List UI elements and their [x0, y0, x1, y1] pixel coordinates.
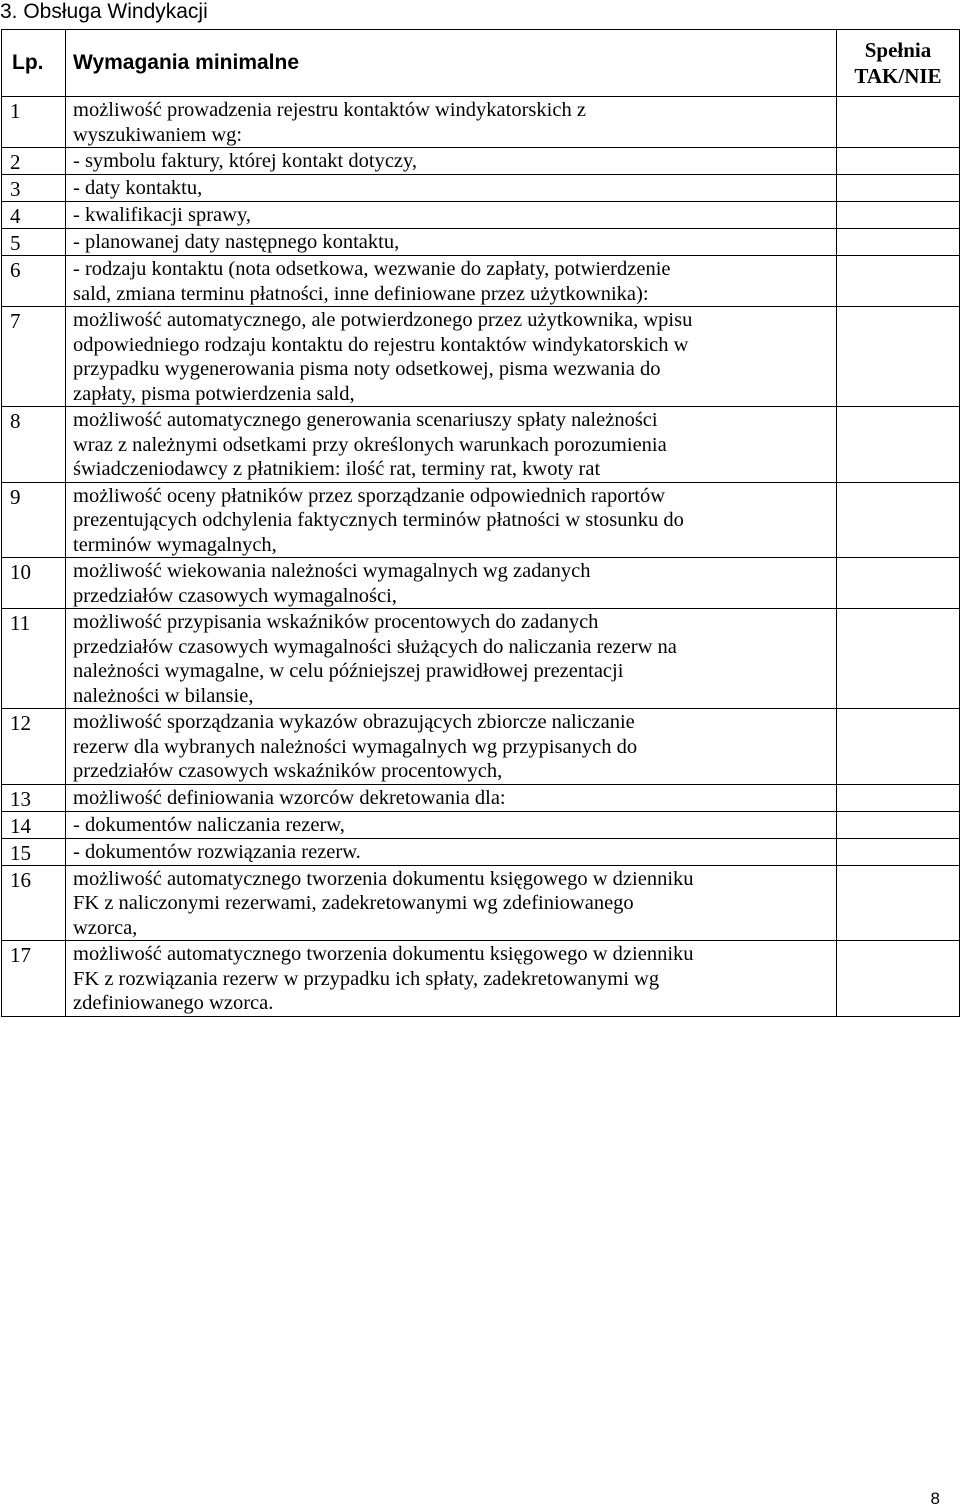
table-row [2, 148, 960, 175]
row-requirement: - rodzaju kontaktu (nota odsetkowa, wezwanie do zapłaty, potwierdzenie sald, zmiana terminu płatności, inne definiowane przez użytkownika): [66, 256, 837, 307]
row-number: 11 [2, 609, 66, 709]
header-compliance-line1: Spełnia [864, 38, 932, 62]
table-body [2, 97, 960, 1017]
table-row [2, 865, 960, 941]
row-requirement: - dokumentów naliczania rezerw, [66, 811, 837, 838]
row-requirement: możliwość wiekowania należności wymagalnych wg zadanych przedziałów czasowych wymagalności, [66, 558, 837, 609]
row-requirement: - dokumentów rozwiązania rezerw. [66, 838, 837, 865]
row-number: 3 [2, 175, 66, 202]
row-compliance-cell[interactable] [837, 148, 960, 175]
table-row [2, 609, 960, 709]
row-number: 10 [2, 558, 66, 609]
row-number: 2 [2, 148, 66, 175]
table-row [2, 307, 960, 407]
row-number: 5 [2, 229, 66, 256]
row-requirement: możliwość automatycznego generowania scenariuszy spłaty należności wraz z należnymi odsetkami przy określonych warunkach porozumienia świadczeniodawcy z płatnikiem: ilość rat, terminy rat, kwoty rat [66, 407, 837, 483]
row-number: 15 [2, 838, 66, 865]
row-number: 9 [2, 482, 66, 558]
row-compliance-cell[interactable] [837, 175, 960, 202]
row-number: 16 [2, 865, 66, 941]
row-requirement: - daty kontaktu, [66, 175, 837, 202]
table-row [2, 941, 960, 1017]
row-compliance-cell[interactable] [837, 865, 960, 941]
row-number: 12 [2, 709, 66, 785]
row-requirement: możliwość automatycznego tworzenia dokumentu księgowego w dzienniku FK z rozwiązania rezerw w przypadku ich spłaty, zadekretowanymi wg zdefiniowanego wzorca. [66, 941, 837, 1017]
row-requirement: - planowanej daty następnego kontaktu, [66, 229, 837, 256]
row-compliance-cell[interactable] [837, 229, 960, 256]
row-number: 17 [2, 941, 66, 1017]
row-number: 7 [2, 307, 66, 407]
table-row [2, 838, 960, 865]
table-row [2, 784, 960, 811]
row-requirement: - symbolu faktury, której kontakt dotyczy, [66, 148, 837, 175]
row-requirement: możliwość sporządzania wykazów obrazujących zbiorcze naliczanie rezerw dla wybranych należności wymagalnych wg przypisanych do przedziałów czasowych wskaźników procentowych, [66, 709, 837, 785]
requirements-table [1, 29, 960, 1017]
table-row [2, 709, 960, 785]
row-requirement: - kwalifikacji sprawy, [66, 202, 837, 229]
table-header-row [2, 30, 960, 97]
row-compliance-cell[interactable] [837, 482, 960, 558]
row-requirement: możliwość przypisania wskaźników procentowych do zadanych przedziałów czasowych wymagalności służących do naliczania rezerw na należności wymagalne, w celu późniejszej prawidłowej prezentacji należności w bilansie, [66, 609, 837, 709]
row-number: 13 [2, 784, 66, 811]
header-compliance-line2: TAK/NIE [854, 64, 942, 88]
table-row [2, 202, 960, 229]
row-number: 6 [2, 256, 66, 307]
row-requirement: możliwość prowadzenia rejestru kontaktów windykatorskich z wyszukiwaniem wg: [66, 97, 837, 148]
section-title: 3. Obsługa Windykacji [0, 0, 208, 23]
table-row [2, 97, 960, 148]
table-row [2, 482, 960, 558]
row-compliance-cell[interactable] [837, 407, 960, 483]
table-row [2, 175, 960, 202]
row-compliance-cell[interactable] [837, 256, 960, 307]
table-row [2, 558, 960, 609]
header-requirement: Wymagania minimalne [66, 30, 837, 97]
row-compliance-cell[interactable] [837, 97, 960, 148]
row-requirement: możliwość automatycznego tworzenia dokumentu księgowego w dzienniku FK z naliczonymi rezerwami, zadekretowanymi wg zdefiniowanego wzorca, [66, 865, 837, 941]
row-compliance-cell[interactable] [837, 558, 960, 609]
table-row [2, 229, 960, 256]
table-row [2, 407, 960, 483]
row-compliance-cell[interactable] [837, 202, 960, 229]
header-compliance [837, 30, 960, 97]
row-compliance-cell[interactable] [837, 941, 960, 1017]
row-number: 8 [2, 407, 66, 483]
row-compliance-cell[interactable] [837, 609, 960, 709]
row-requirement: możliwość definiowania wzorców dekretowania dla: [66, 784, 837, 811]
table-row [2, 811, 960, 838]
header-number: Lp. [2, 30, 66, 97]
row-compliance-cell[interactable] [837, 838, 960, 865]
row-compliance-cell[interactable] [837, 784, 960, 811]
row-compliance-cell[interactable] [837, 709, 960, 785]
row-compliance-cell[interactable] [837, 811, 960, 838]
row-requirement: możliwość oceny płatników przez sporządzanie odpowiednich raportów prezentujących odchylenia faktycznych terminów płatności w stosunku do terminów wymagalnych, [66, 482, 837, 558]
row-requirement: możliwość automatycznego, ale potwierdzonego przez użytkownika, wpisu odpowiedniego rodzaju kontaktu do rejestru kontaktów windykatorskich w przypadku wygenerowania pisma noty odsetkowej, pisma wezwania do zapłaty, pisma potwierdzenia sald, [66, 307, 837, 407]
row-number: 14 [2, 811, 66, 838]
row-number: 1 [2, 97, 66, 148]
row-compliance-cell[interactable] [837, 307, 960, 407]
page-number: 8 [930, 1489, 940, 1508]
table-row [2, 256, 960, 307]
row-number: 4 [2, 202, 66, 229]
